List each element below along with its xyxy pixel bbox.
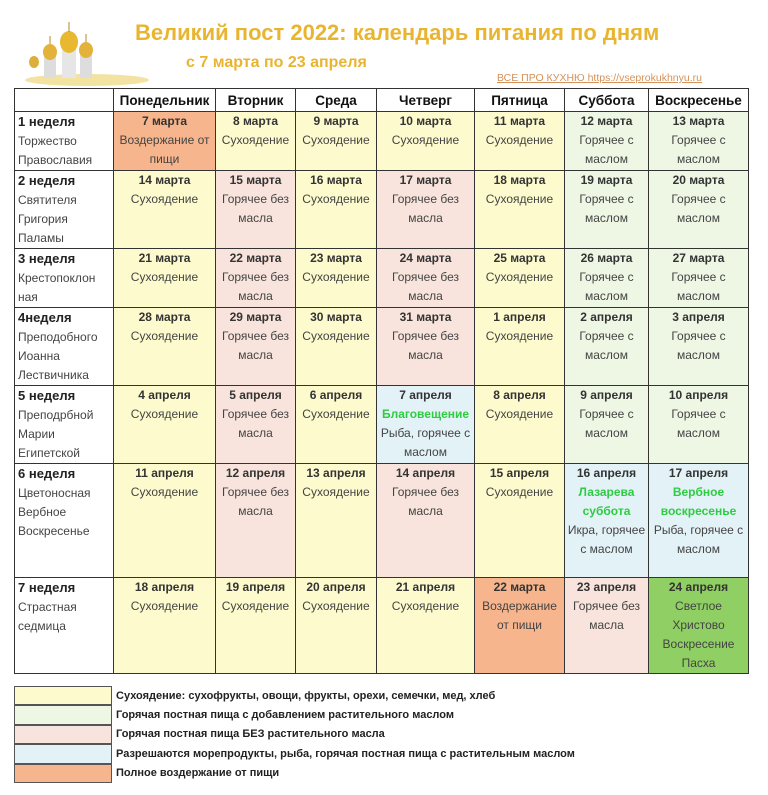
day-cell [216, 464, 296, 578]
day-cell [216, 386, 296, 464]
day-date: 8 марта [232, 114, 279, 128]
day-date: 17 марта [399, 173, 452, 187]
meal-rule: Сухоядение [302, 192, 370, 206]
day-cell [216, 249, 296, 308]
week-label-cell [15, 578, 114, 674]
day-cell [377, 112, 475, 171]
meal-rule: Сухоядение [221, 133, 290, 147]
day-date: 18 апреля [134, 580, 195, 594]
meal-rule: Сухоядение [302, 329, 370, 343]
day-cell [475, 386, 565, 464]
day-date: 20 марта [672, 173, 725, 187]
meal-rule: Сухоядение [302, 270, 370, 284]
week-number: 7 неделя [18, 580, 76, 595]
day-cell [114, 464, 216, 578]
meal-rule: Горячее с маслом [579, 329, 634, 362]
day-cell [114, 386, 216, 464]
day-cell [377, 171, 475, 249]
week-label-cell [15, 386, 114, 464]
meal-rule: Сухоядение [302, 485, 370, 499]
legend-swatch [14, 725, 112, 744]
day-date: 18 марта [493, 173, 546, 187]
fasting-calendar-table [14, 88, 749, 674]
day-cell [649, 386, 749, 464]
meal-rule: Рыба, горячее с маслом [380, 426, 471, 459]
day-cell [296, 249, 377, 308]
day-date: 15 марта [229, 173, 282, 187]
legend-swatch [14, 686, 112, 705]
day-date: 21 марта [138, 251, 191, 265]
week-label-cell [15, 249, 114, 308]
meal-rule: Сухоядение [485, 270, 554, 284]
meal-rule: Горячее без масла [392, 329, 459, 362]
page-title: Великий пост 2022: календарь питания по дням [135, 20, 660, 45]
day-header: Понедельник [114, 89, 216, 112]
day-cell [114, 249, 216, 308]
day-cell [296, 171, 377, 249]
week-number: 5 неделя [18, 388, 76, 403]
day-date: 10 апреля [668, 388, 729, 402]
day-cell [475, 171, 565, 249]
meal-rule: Сухоядение [302, 407, 370, 421]
legend-text: Горячая постная пища БЕЗ растительного масла [116, 728, 385, 741]
week-number: 1 неделя [18, 114, 76, 129]
week-number: 3 неделя [18, 251, 76, 266]
day-date: 23 марта [310, 251, 362, 265]
corner-cell [15, 89, 114, 112]
meal-rule: Сухоядение [391, 133, 460, 147]
week-name: Цветоносная Вербное Воскресенье [18, 486, 91, 538]
day-cell [114, 112, 216, 171]
day-cell [216, 171, 296, 249]
day-date: 17 апреля [668, 466, 729, 480]
day-date: 13 апреля [306, 466, 366, 480]
day-cell [565, 171, 649, 249]
meal-rule: Сухоядение [302, 133, 370, 147]
week-row [15, 171, 749, 249]
day-date: 28 марта [138, 310, 191, 324]
day-date: 29 марта [229, 310, 282, 324]
meal-rule: Сухоядение [130, 329, 199, 343]
meal-rule: Горячее без масла [222, 485, 289, 518]
meal-rule: Сухоядение [302, 599, 370, 613]
day-date: 6 апреля [309, 388, 363, 402]
meal-rule: Горячее без масла [573, 599, 640, 632]
meal-rule: Сухоядение [485, 485, 554, 499]
meal-rule: Сухоядение [485, 407, 554, 421]
week-name: Крестопоклон ная [18, 271, 96, 304]
day-date: 19 марта [580, 173, 633, 187]
meal-rule: Воздержание от пищи [119, 133, 210, 166]
day-cell [649, 249, 749, 308]
legend-swatch [14, 744, 112, 763]
day-cell [649, 464, 749, 578]
week-number: 2 неделя [18, 173, 76, 188]
day-date: 31 марта [399, 310, 452, 324]
holiday-name: Вербное воскресенье [660, 485, 737, 518]
meal-rule: Сухоядение [130, 485, 199, 499]
day-header: Среда [296, 89, 377, 112]
day-cell [565, 386, 649, 464]
meal-rule: Сухоядение [485, 192, 554, 206]
day-cell [377, 578, 475, 674]
day-date: 13 марта [672, 114, 725, 128]
day-date: 25 марта [493, 251, 546, 265]
week-row [15, 386, 749, 464]
week-name: Преподрбной Марии Египетской [18, 408, 94, 460]
day-cell [475, 464, 565, 578]
meal-rule: Горячее без масла [222, 407, 289, 440]
day-date: 16 апреля [576, 466, 637, 480]
week-label-cell [15, 112, 114, 171]
legend-text: Полное воздержание от пищи [116, 767, 280, 780]
week-row [15, 464, 749, 578]
week-row [15, 112, 749, 171]
day-cell [565, 308, 649, 386]
day-date: 19 апреля [225, 580, 286, 594]
day-date: 5 апреля [229, 388, 282, 402]
day-cell [649, 578, 749, 674]
day-date: 21 апреля [395, 580, 456, 594]
day-cell [377, 386, 475, 464]
day-date: 24 марта [399, 251, 452, 265]
day-cell [649, 308, 749, 386]
day-cell [114, 308, 216, 386]
day-header-row [15, 89, 749, 112]
day-date: 14 марта [138, 173, 191, 187]
date-range-subtitle: с 7 марта по 23 апреля [186, 54, 367, 71]
church-domes-logo [22, 18, 152, 88]
day-cell [649, 171, 749, 249]
legend [14, 686, 575, 783]
meal-rule: Горячее с маслом [671, 133, 726, 166]
day-cell [296, 386, 377, 464]
meal-rule: Горячее с маслом [579, 133, 634, 166]
day-date: 22 марта [493, 580, 546, 594]
day-date: 27 марта [672, 251, 725, 265]
day-cell [565, 464, 649, 578]
day-cell [216, 308, 296, 386]
meal-rule: Воздержание от пищи [482, 599, 557, 632]
day-cell [114, 578, 216, 674]
day-cell [114, 171, 216, 249]
day-cell [475, 308, 565, 386]
meal-rule: Сухоядение [485, 133, 554, 147]
week-name: Преподобного Иоанна Лествичника [18, 330, 98, 382]
meal-rule: Горячее без масла [222, 192, 289, 225]
week-name: Страстная седмица [18, 600, 77, 633]
week-label-cell [15, 464, 114, 578]
day-date: 14 апреля [395, 466, 456, 480]
legend-swatch [14, 764, 112, 783]
day-date: 24 апреля [668, 580, 729, 594]
week-name: Торжество Православия [18, 134, 93, 167]
legend-item [14, 764, 575, 783]
meal-rule: Сухоядение [130, 270, 199, 284]
day-cell [296, 308, 377, 386]
meal-rule: Горячее с маслом [671, 407, 726, 440]
day-cell [565, 578, 649, 674]
week-row [15, 308, 749, 386]
day-date: 9 апреля [580, 388, 633, 402]
meal-rule: Горячее с маслом [671, 329, 726, 362]
day-date: 2 апреля [580, 310, 633, 324]
meal-rule: Горячее без масла [222, 329, 289, 362]
meal-rule: Горячее без масла [222, 270, 289, 303]
day-date: 8 апреля [493, 388, 546, 402]
meal-rule: Горячее с маслом [579, 270, 634, 303]
site-link[interactable]: ВСЕ ПРО КУХНЮ https://vseprokukhnyu.ru [497, 72, 702, 84]
day-date: 10 марта [399, 114, 452, 128]
day-date: 20 апреля [306, 580, 366, 594]
day-date: 3 апреля [672, 310, 725, 324]
meal-rule: Горячее без масла [392, 485, 459, 518]
meal-rule: Сухоядение [130, 407, 199, 421]
day-header: Воскресенье [649, 89, 749, 112]
day-header: Четверг [377, 89, 475, 112]
day-date: 22 марта [229, 251, 282, 265]
day-header: Суббота [565, 89, 649, 112]
meal-rule: Горячее без масла [392, 192, 459, 225]
day-date: 4 апреля [138, 388, 191, 402]
day-date: 1 апреля [493, 310, 546, 324]
meal-rule: Горячее с маслом [579, 407, 634, 440]
day-cell [216, 578, 296, 674]
legend-item [14, 744, 575, 763]
meal-rule: Сухоядение [485, 329, 554, 343]
legend-item [14, 705, 575, 724]
meal-rule: Икра, горячее с маслом [567, 523, 646, 556]
day-cell [377, 464, 475, 578]
day-date: 15 апреля [489, 466, 550, 480]
day-date: 30 марта [310, 310, 362, 324]
day-date: 23 апреля [576, 580, 637, 594]
day-date: 7 марта [141, 114, 188, 128]
day-cell [475, 249, 565, 308]
day-cell [377, 249, 475, 308]
legend-text: Горячая постная пища с добавлением растительного маслом [116, 709, 454, 722]
day-cell [296, 464, 377, 578]
legend-text: Сухоядение: сухофрукты, овощи, фрукты, орехи, семечки, мед, хлеб [116, 689, 496, 702]
day-cell [296, 112, 377, 171]
day-cell [296, 578, 377, 674]
legend-item [14, 686, 575, 705]
day-date: 26 марта [580, 251, 633, 265]
legend-swatch [14, 705, 112, 724]
holiday-name: Благовещение [381, 407, 470, 421]
week-label-cell [15, 308, 114, 386]
meal-rule: Горячее с маслом [579, 192, 634, 225]
meal-rule: Сухоядение [391, 599, 460, 613]
day-date: 11 апреля [135, 466, 194, 480]
day-date: 11 марта [493, 114, 546, 128]
holiday-name: Лазарева суббота [578, 485, 635, 518]
day-cell [475, 578, 565, 674]
week-number: 4неделя [18, 310, 72, 325]
legend-item [14, 725, 575, 744]
meal-rule: Горячее без масла [392, 270, 459, 303]
meal-rule: Сухоядение [221, 599, 290, 613]
meal-rule: Светлое Христово Воскресение Пасха [662, 599, 735, 670]
week-number: 6 неделя [18, 466, 76, 481]
meal-rule: Горячее с маслом [671, 192, 726, 225]
day-header: Пятница [475, 89, 565, 112]
meal-rule: Горячее с маслом [671, 270, 726, 303]
day-cell [377, 308, 475, 386]
legend-text: Разрешаются морепродукты, рыба, горячая постная пища с растительным маслом [116, 747, 575, 760]
meal-rule: Рыба, горячее с маслом [653, 523, 744, 556]
week-name: Святителя Григория Паламы [18, 193, 77, 245]
day-cell [565, 249, 649, 308]
week-label-cell [15, 171, 114, 249]
day-date: 16 марта [310, 173, 362, 187]
day-cell [216, 112, 296, 171]
meal-rule: Сухоядение [130, 192, 199, 206]
week-row [15, 578, 749, 674]
day-date: 12 апреля [225, 466, 286, 480]
day-date: 9 марта [313, 114, 359, 128]
day-cell [565, 112, 649, 171]
week-row [15, 249, 749, 308]
day-cell [649, 112, 749, 171]
day-date: 7 апреля [399, 388, 452, 402]
day-cell [475, 112, 565, 171]
meal-rule: Сухоядение [130, 599, 199, 613]
day-header: Вторник [216, 89, 296, 112]
day-date: 12 марта [580, 114, 633, 128]
